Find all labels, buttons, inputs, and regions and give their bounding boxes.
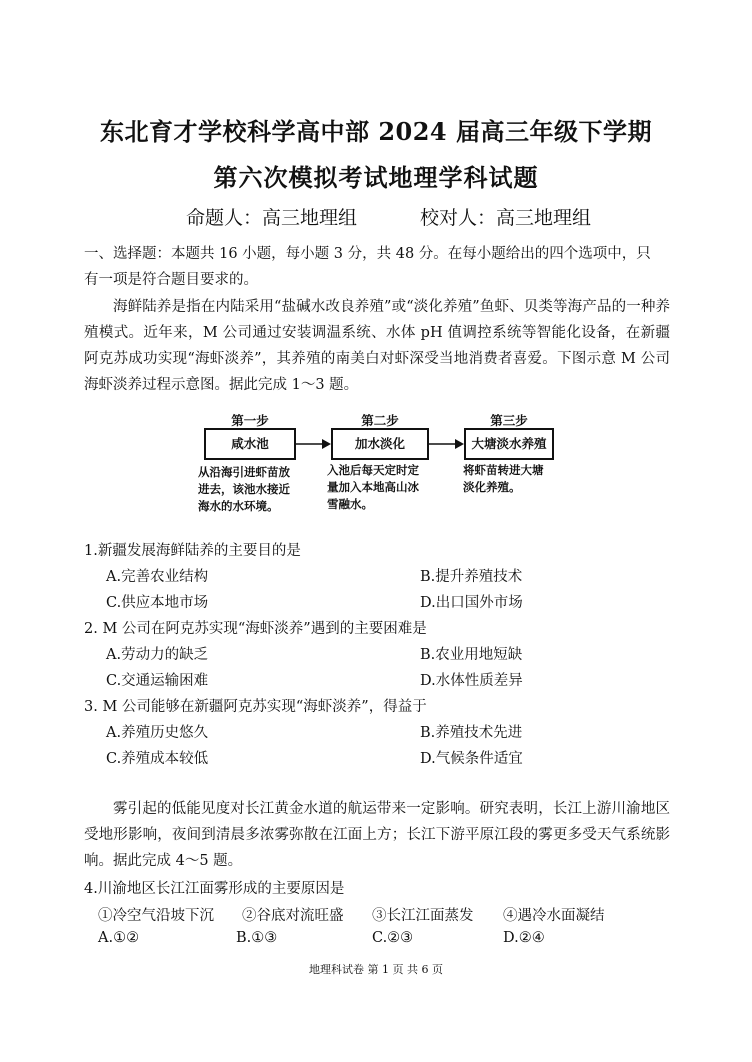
passage-1: 海鲜陆养是指在内陆采用“盐碱水改良养殖”或“淡化养殖”鱼虾、贝类等海产品的一种养殖模式。近年来，M 公司通过安装调温系统、水体 pH 值调控系统等智能化设备，在新疆阿克苏成功实现“海虾淡养”，其养殖的南美白对虾深受当地消费者喜爱。下图示意 M 公司海虾淡养过程示意图。据此完成 1～3 题。 (84, 299, 670, 393)
step-3-label: 第三步 (490, 413, 528, 428)
question-4-item-2: ②谷底对流旺盛 (242, 908, 344, 924)
arrow-right-icon (429, 434, 465, 454)
step-2-box: 加水淡化 (331, 428, 429, 460)
question-2-option-c: C.交通运输困难 (106, 673, 209, 689)
checker-label: 校对人：高三地理组 (420, 207, 592, 229)
question-3-option-d: D.气候条件适宜 (420, 751, 523, 767)
step-1-box: 咸水池 (204, 428, 296, 460)
step-3-desc: 将虾苗转进大塘 淡化养殖。 (463, 463, 544, 494)
question-1-option-d: D.出口国外市场 (420, 595, 523, 611)
question-2-option-d: D.水体性质差异 (420, 673, 523, 689)
step-2-desc: 入池后每天定时定 量加入本地高山冰 雪融水。 (327, 463, 419, 511)
question-2-option-b: B.农业用地短缺 (420, 647, 523, 663)
arrow-right-icon (296, 434, 332, 454)
question-2-stem: 2. M 公司在阿克苏实现“海虾淡养”遇到的主要困难是 (84, 621, 427, 637)
setter-label: 命题人：高三地理组 (186, 207, 358, 229)
step-1-label: 第一步 (231, 413, 269, 428)
passage-2: 雾引起的低能见度对长江黄金水道的航运带来一定影响。研究表明，长江上游川渝地区受地形影响，夜间到清晨多浓雾弥散在江面上方；长江下游平原江段的雾更多受天气系统影响。据此完成 4～5 题。 (84, 801, 670, 869)
question-3-stem: 3. M 公司能够在新疆阿克苏实现“海虾淡养”，得益于 (84, 699, 427, 715)
question-4-item-4: ④遇冷水面凝结 (503, 908, 605, 924)
question-4-option-b: B.①③ (236, 930, 278, 946)
step-2-label: 第二步 (361, 413, 399, 428)
section-intro-line1: 一、选择题：本题共 16 小题，每小题 3 分，共 48 分。在每小题给出的四个选项中，只 (84, 246, 651, 262)
question-4-item-3: ③长江江面蒸发 (372, 908, 474, 924)
question-4-option-d: D.②④ (503, 930, 545, 946)
question-2-option-a: A.劳动力的缺乏 (106, 647, 209, 663)
section-intro-line2: 有一项是符合题目要求的。 (84, 272, 258, 288)
exam-title-line1: 东北育才学校科学高中部 2024 届高三年级下学期 (99, 117, 652, 146)
question-4-item-1: ①冷空气沿坡下沉 (98, 908, 214, 924)
exam-title-line2: 第六次模拟考试地理学科试题 (213, 163, 539, 192)
question-3-option-c: C.养殖成本较低 (106, 751, 209, 767)
step-3-box: 大塘淡水养殖 (464, 428, 554, 460)
question-1-option-a: A.完善农业结构 (106, 569, 209, 585)
question-4-option-c: C.②③ (372, 930, 414, 946)
question-4-option-a: A.①② (98, 930, 140, 946)
question-3-option-b: B.养殖技术先进 (420, 725, 523, 741)
question-1-option-c: C.供应本地市场 (106, 595, 209, 611)
question-4-stem: 4.川渝地区长江江面雾形成的主要原因是 (84, 881, 345, 897)
question-1-stem: 1.新疆发展海鲜陆养的主要目的是 (84, 543, 301, 559)
question-1-option-b: B.提升养殖技术 (420, 569, 523, 585)
step-1-desc: 从沿海引进虾苗放 进去，该池水接近 海水的水环境。 (198, 465, 290, 513)
question-3-option-a: A.养殖历史悠久 (106, 725, 209, 741)
page-footer: 地理科试卷 第 1 页 共 6 页 (309, 963, 443, 976)
